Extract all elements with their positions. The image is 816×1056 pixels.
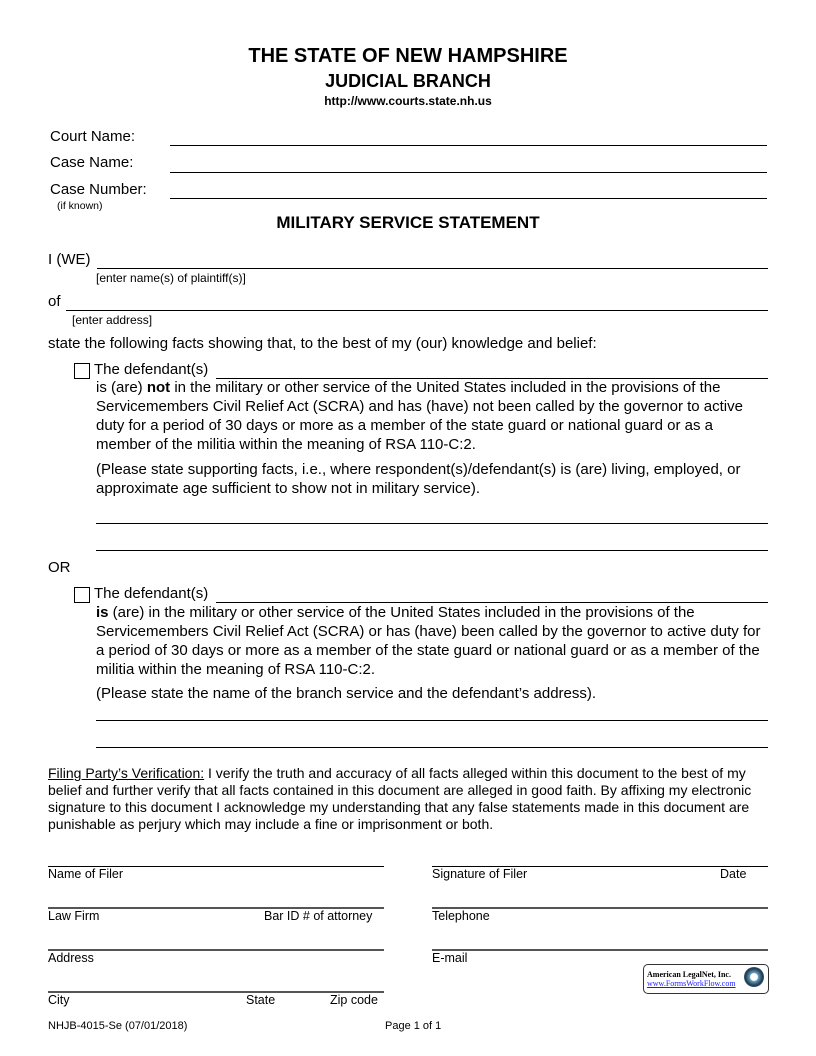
- court-name-label: Court Name:: [50, 128, 136, 145]
- option2-text-bold: is: [96, 604, 109, 621]
- branch-heading: JUDICIAL BRANCH: [325, 71, 491, 91]
- name-of-filer-label: Name of Filer: [48, 867, 124, 881]
- option1-text-post: in the military or other service of the United States included in the provisions of the Servicemembers Civil Relief Act (SCRA) and has (have) not been called by the governor to active duty for a period of 30 days or more as a member of the state guard or national guard or as a member of the militia within the meaning of RSA 110-C:2.: [96, 379, 743, 453]
- not-in-military-checkbox[interactable]: [74, 363, 90, 379]
- option1-facts-line-1[interactable]: [96, 523, 768, 524]
- option2-label: The defendant(s): [94, 585, 209, 602]
- plaintiff-name-field[interactable]: [97, 268, 768, 269]
- telephone-label: Telephone: [432, 909, 490, 923]
- state-label: State: [246, 993, 276, 1007]
- address-label: Address: [48, 951, 94, 965]
- form-title: MILITARY SERVICE STATEMENT: [276, 213, 540, 232]
- court-url: http://www.courts.state.nh.us: [324, 94, 492, 108]
- page-number: Page 1 of 1: [385, 1020, 442, 1032]
- in-military-checkbox[interactable]: [74, 587, 90, 603]
- option2-instructions: (Please state the name of the branch service and the defendant’s address).: [96, 685, 597, 702]
- option1-text-bold: not: [146, 379, 171, 396]
- of-label: of: [48, 293, 61, 310]
- option1-facts-line-2[interactable]: [96, 550, 768, 551]
- state-heading: THE STATE OF NEW HAMPSHIRE: [248, 45, 568, 67]
- option2-facts-line-2[interactable]: [96, 747, 768, 748]
- verification-block: [48, 765, 768, 833]
- option2-facts-line-1[interactable]: [96, 720, 768, 721]
- verification-text: I verify the truth and accuracy of all facts alleged within this document to the best of my belief and further verify that all facts contained in this document are alleged in good faith. By affixing my electronic signature to this document I acknowledge my understanding that any false statements made in this document are punishable as perjury which may include a fine or imprisonment or both.: [48, 765, 752, 832]
- email-field[interactable]: [432, 949, 768, 951]
- address-field[interactable]: [66, 310, 768, 311]
- bar-id-label: Bar ID # of attorney: [264, 909, 373, 923]
- signature-of-filer-label: Signature of Filer: [432, 867, 528, 881]
- option1-text-pre: is (are): [96, 379, 147, 396]
- option2-text: [96, 603, 771, 679]
- logo-url[interactable]: www.FormsWorkFlow.com: [647, 979, 736, 988]
- form-id: NHJB-4015-Se (07/01/2018): [48, 1020, 188, 1032]
- address-signature-field[interactable]: [48, 949, 384, 951]
- logo-company: American LegalNet, Inc.: [647, 970, 731, 979]
- date-label: Date: [720, 867, 747, 881]
- american-legalnet-logo[interactable]: [643, 964, 769, 994]
- law-firm-label: Law Firm: [48, 909, 100, 923]
- case-name-field[interactable]: [170, 172, 767, 173]
- case-number-field[interactable]: [170, 198, 767, 199]
- plaintiff-hint: [enter name(s) of plaintiff(s)]: [96, 271, 246, 285]
- court-name-field[interactable]: [170, 145, 767, 146]
- or-label: OR: [48, 559, 71, 576]
- address-hint: [enter address]: [72, 313, 153, 327]
- option2-text-post: (are) in the military or other service of the United States included in the provisions of the Servicemembers Civil Relief Act (SCRA) or has (have) been called by the governor to active duty for a period of 30 days or more as a member of the state guard or national guard or as a member of the militia within the meaning of RSA 110-C:2.: [96, 604, 761, 678]
- case-name-label: Case Name:: [50, 154, 134, 171]
- if-known-note: (if known): [57, 200, 103, 212]
- option1-instructions: (Please state supporting facts, i.e., where respondent(s)/defendant(s) is (are) living, employed, or approximate age sufficient to show not in military service).: [96, 461, 741, 497]
- option1-text: [96, 378, 771, 454]
- case-number-label: Case Number:: [50, 181, 147, 198]
- i-we-label: I (WE): [48, 251, 91, 268]
- statement-text: state the following facts showing that, to the best of my (our) knowledge and belief:: [48, 335, 597, 352]
- zip-label: Zip code: [330, 993, 378, 1007]
- city-label: City: [48, 993, 70, 1007]
- email-label: E-mail: [432, 951, 468, 965]
- option1-label: The defendant(s): [94, 361, 209, 378]
- verification-heading: Filing Party’s Verification:: [48, 765, 205, 781]
- globe-icon: [744, 967, 764, 987]
